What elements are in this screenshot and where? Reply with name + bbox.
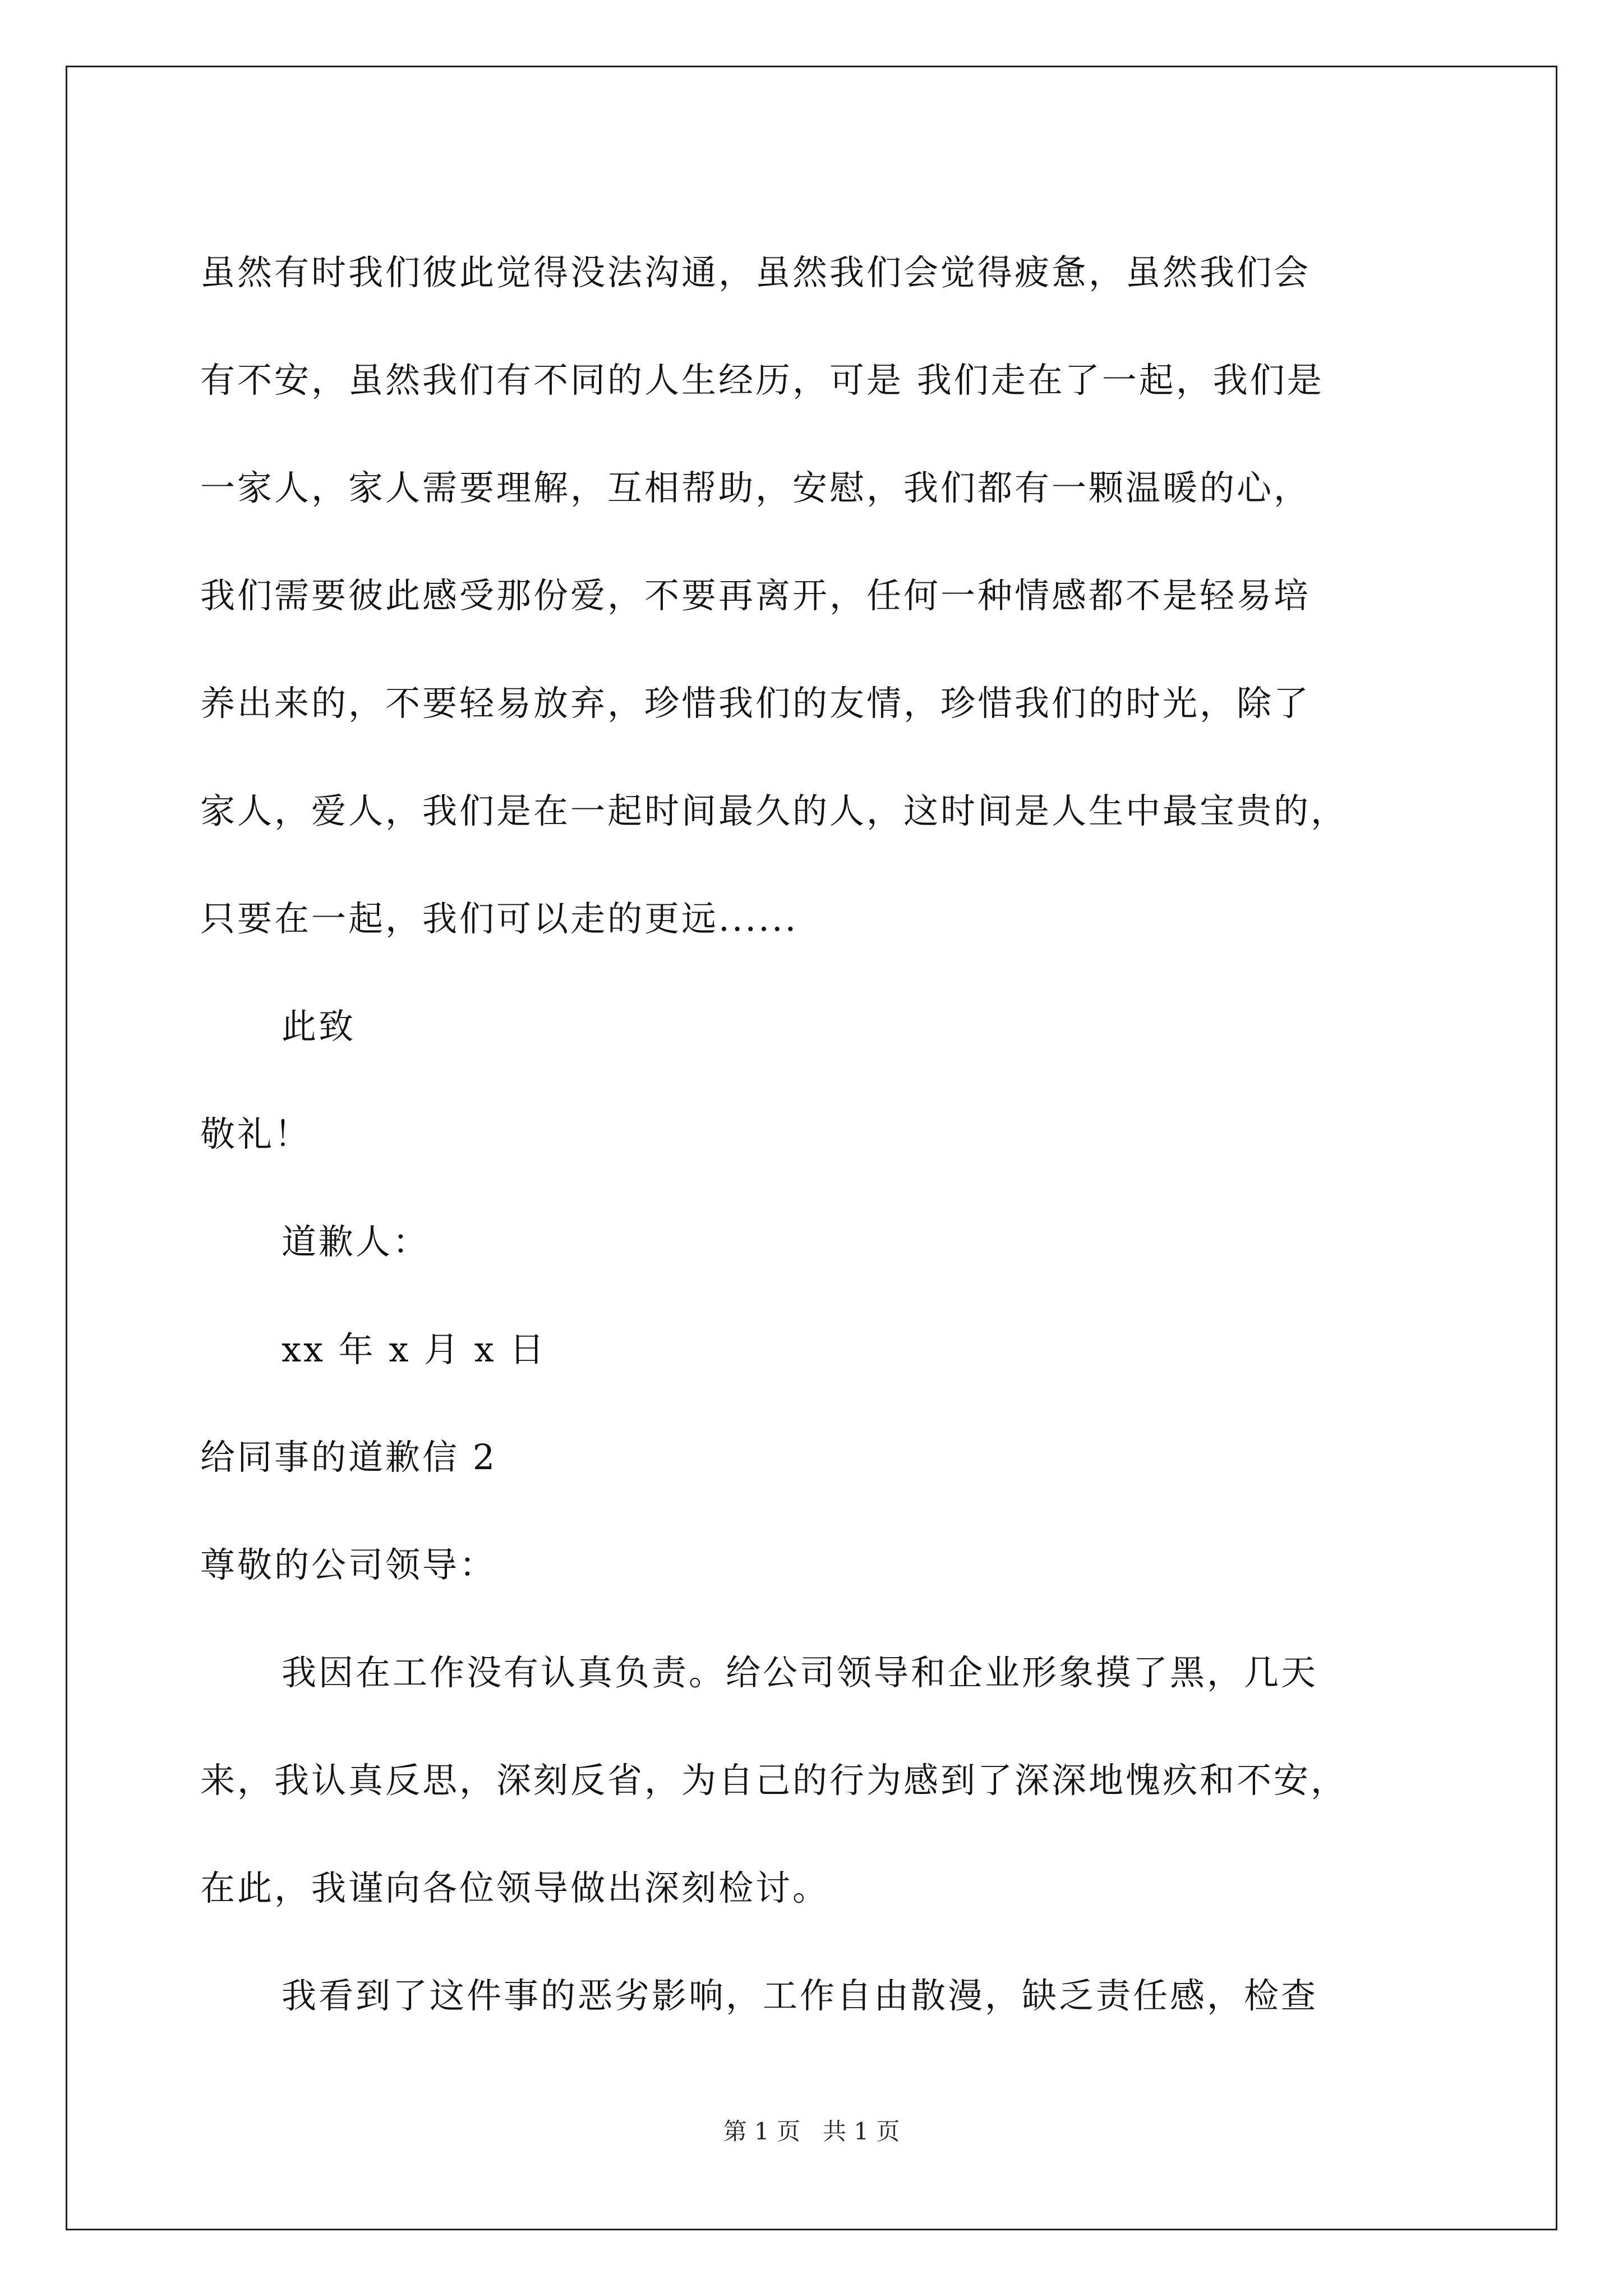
text-line: 我们需要彼此感受那份爱，不要再离开，任何一种情感都不是轻易培 [200, 575, 1311, 616]
text-line: 只要在一起，我们可以走的更远...... [200, 898, 799, 939]
text-line: 有不安，虽然我们有不同的人生经历，可是 我们走在了一起，我们是 [200, 360, 1324, 401]
document-body [200, 219, 1479, 2050]
page-number: 第 1 页 [723, 2118, 800, 2145]
page-total: 共 1 页 [823, 2118, 900, 2145]
text-line: 我因在工作没有认真负责。给公司领导和企业形象摸了黑，几天 [282, 1652, 1318, 1693]
text-line: 家人，爱人，我们是在一起时间最久的人，这时间是人生中最宝贵的， [200, 790, 1348, 831]
text-line: 我看到了这件事的恶劣影响，工作自由散漫，缺乏责任感，检查 [282, 1975, 1318, 2016]
date-line: xx 年 x 月 x 日 [282, 1329, 547, 1370]
text-line: 一家人，家人需要理解，互相帮助，安慰，我们都有一颗温暖的心， [200, 467, 1311, 508]
closing-salutation: 此致 [282, 1006, 356, 1047]
section-title: 给同事的道歉信 2 [200, 1437, 497, 1478]
letter-greeting: 尊敬的公司领导： [200, 1544, 497, 1585]
text-line: 在此，我谨向各位领导做出深刻检讨。 [200, 1867, 830, 1908]
text-line: 虽然有时我们彼此觉得没法沟通，虽然我们会觉得疲惫，虽然我们会 [200, 252, 1311, 293]
text-line: 养出来的，不要轻易放弃，珍惜我们的友情，珍惜我们的时光，除了 [200, 683, 1311, 724]
signature-label: 道歉人： [282, 1221, 430, 1262]
closing-regards: 敬礼！ [200, 1114, 312, 1154]
text-line: 来，我认真反思，深刻反省，为自己的行为感到了深深地愧疚和不安， [200, 1760, 1348, 1801]
page-footer [0, 2115, 1623, 2148]
